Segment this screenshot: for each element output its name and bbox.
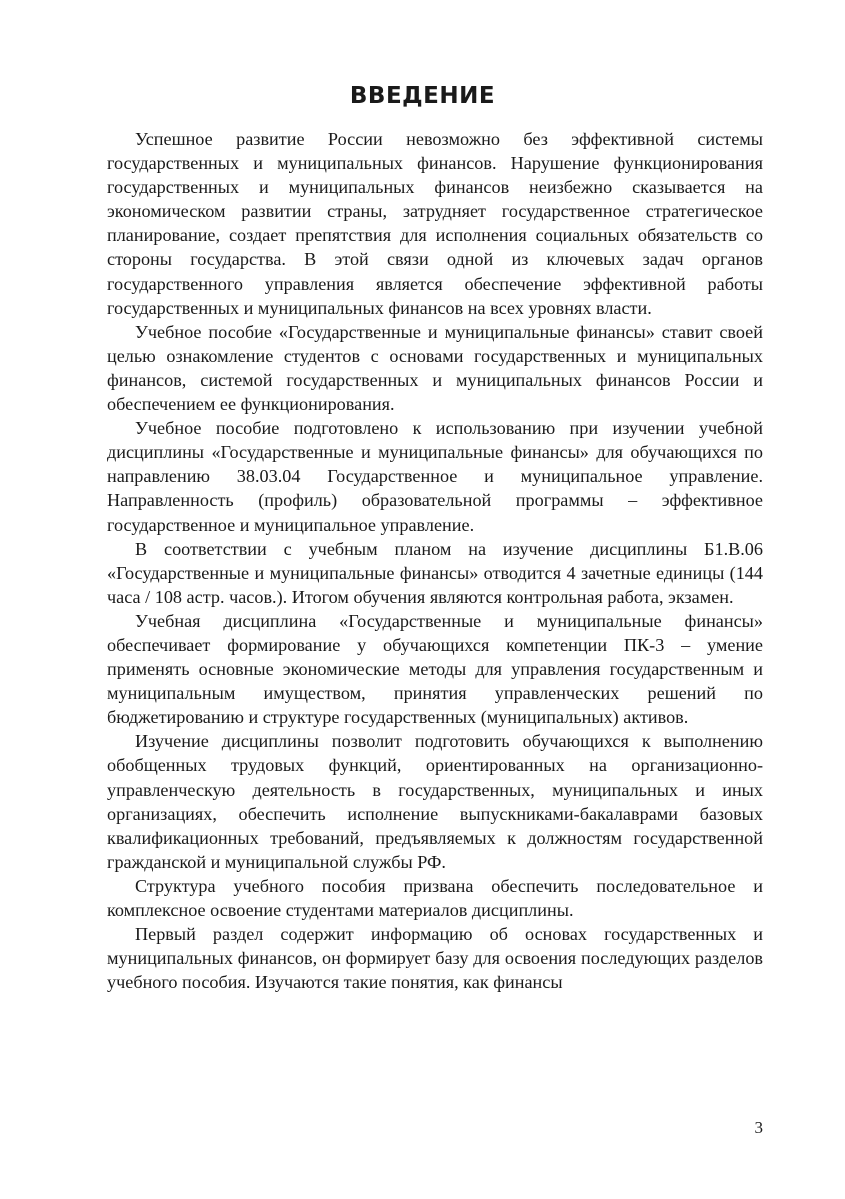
paragraph-structure: Структура учебного пособия призвана обеспечить последовательное и комплексное освоение студентами материалов дисциплины.	[107, 875, 763, 920]
body-text	[107, 127, 763, 994]
paragraph-first-section: Первый раздел содержит информацию об основах государственных и муниципальных финансов, он формирует базу для освоения последующих разделов учебного пособия. Изучаются такие понятия, как финансы	[107, 924, 763, 993]
paragraph-purpose: Учебное пособие «Государственные и муниципальные финансы» ставит своей целью ознакомление студентов с основами государственных и муниципальных финансов, системой государственных и муниципальных финансов России и обеспечением ее функционирования.	[107, 321, 763, 415]
page-title: ВВЕДЕНИЕ	[349, 83, 496, 109]
paragraph-study-outcome: Изучение дисциплины позволит подготовить обучающихся к выполнению обобщенных трудовых функций, ориентированных на организационно-управленческую деятельность в государственных, муниципальных и иных организациях, обеспечить исполнение выпускниками-бакалаврами базовых квалификационных требований, предъявляемых к должностям государственной гражданской и муниципальной службы РФ.	[107, 731, 763, 872]
paragraph-usage: Учебное пособие подготовлено к использованию при изучении учебной дисциплины «Государственные и муниципальные финансы» для обучающихся по направлению 38.03.04 Государственное и муниципальное управление. Направленность (профиль) образовательной программы – эффективное государственное и муниципальное управление.	[107, 418, 763, 535]
paragraph-intro: Успешное развитие России невозможно без эффективной системы государственных и муниципальных финансов. Нарушение функционирования государственных и муниципальных финансов неизбежно сказывается на экономическом развитии страны, затрудняет государственное стратегическое планирование, создает препятствия для исполнения социальных обязательств со стороны государства. В этой связи одной из ключевых задач органов государственного управления является обеспечение эффективной работы государственных и муниципальных финансов на всех уровнях власти.	[107, 129, 763, 318]
paragraph-competence: Учебная дисциплина «Государственные и муниципальные финансы» обеспечивает формирование у обучающихся компетенции ПК-3 – умение применять основные экономические методы для управления государственным и муниципальным имуществом, принятия управленческих решений по бюджетированию и структуре государственных (муниципальных) активов.	[107, 610, 763, 728]
paragraph-curriculum: В соответствии с учебным планом на изучение дисциплины Б1.В.06 «Государственные и муниципальные финансы» отводится 4 зачетные единицы (144 часа / 108 астр. часов.). Итогом обучения являются контрольная работа, экзамен.	[107, 538, 763, 607]
page-number: 3	[754, 1118, 763, 1137]
